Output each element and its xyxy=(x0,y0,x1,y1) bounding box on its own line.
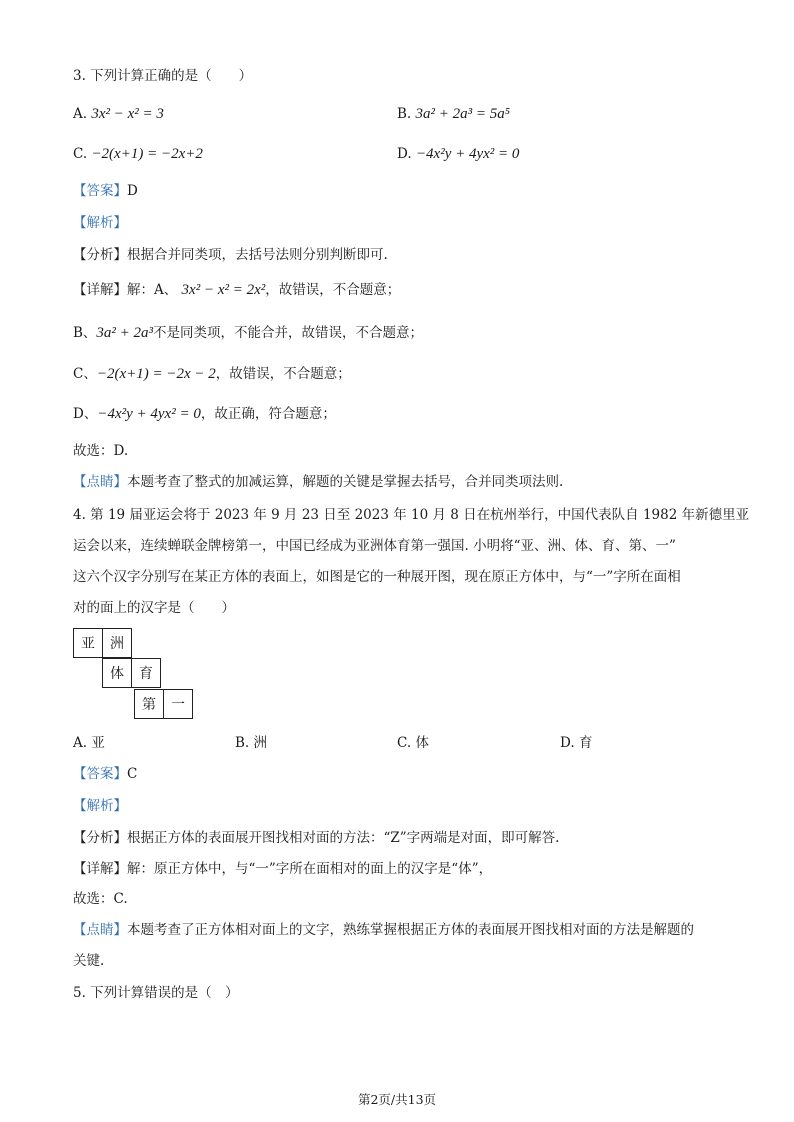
dianjing-tag: 【点睛】 xyxy=(73,922,127,938)
q4-option-d xyxy=(560,733,592,753)
q4-option-b xyxy=(235,733,267,753)
b-prefix: B、 xyxy=(73,325,97,341)
dianjing-tag: 【点睛】 xyxy=(73,474,127,490)
b-suffix: 不是同类项，不能合并，故错误，不合题意； xyxy=(153,325,424,341)
dianjing-text-1: 本题考查了正方体相对面上的文字，熟练掌握根据正方体的表面展开图找相对面的方法是解题的 xyxy=(127,922,694,938)
d-prefix: D、 xyxy=(73,406,98,422)
net-cell-ti: 体 xyxy=(102,658,132,688)
q3-xiangjie-a xyxy=(73,280,400,300)
xiangjie-text: 解：原正方体中，与“一”字所在面相对的面上的汉字是“体”， xyxy=(127,861,493,877)
q3-xiangjie-c xyxy=(73,364,351,384)
q4-guxuan: 故选：C. xyxy=(73,891,128,907)
q4-stem-line-4: 对的面上的汉字是（ ） xyxy=(73,600,235,616)
option-label: C. xyxy=(73,146,88,162)
xiangjie-tag: 【详解】 xyxy=(73,861,127,877)
net-cell-ya: 亚 xyxy=(73,628,103,658)
q3-xiangjie-d xyxy=(73,404,336,424)
c-prefix: C、 xyxy=(73,366,97,382)
q3-dianjing xyxy=(73,472,563,492)
q4-dianjing xyxy=(73,920,694,940)
answer-tag: 【答案】 xyxy=(73,183,127,199)
net-cell-di: 第 xyxy=(134,689,164,719)
fenxi-tag: 【分析】 xyxy=(73,247,127,263)
option-expr: −4x²y + 4yx² = 0 xyxy=(415,146,520,162)
option-label: A. xyxy=(73,106,88,122)
b-expr: 3a² + 2a³ xyxy=(96,325,154,341)
option-label: B. xyxy=(397,106,412,122)
xiangjie-a-expr: 3x² − x² = 2x² xyxy=(181,282,266,298)
fenxi-text: 根据合并同类项，去括号法则分别判断即可. xyxy=(127,247,388,263)
q4-option-c xyxy=(397,733,429,753)
cube-net-figure xyxy=(73,628,203,723)
page-number: 第2页/共13页 xyxy=(357,1092,437,1107)
q4-answer xyxy=(73,764,137,784)
option-text: 亚 xyxy=(91,735,105,751)
option-label: A. xyxy=(73,735,88,751)
answer-value: C xyxy=(127,766,138,782)
d-expr: −4x²y + 4yx² = 0 xyxy=(97,406,201,422)
analysis-tag: 【解析】 xyxy=(73,798,127,814)
option-label: D. xyxy=(397,146,412,162)
option-label: D. xyxy=(560,735,575,751)
dianjing-text: 本题考查了整式的加减运算，解题的关键是掌握去括号，合并同类项法则. xyxy=(127,474,564,490)
answer-value: D xyxy=(127,183,138,199)
analysis-tag: 【解析】 xyxy=(73,215,127,231)
d-suffix: ，故正确，符合题意； xyxy=(200,406,336,422)
option-text: 体 xyxy=(415,735,429,751)
option-text: 育 xyxy=(578,735,593,751)
q3-answer xyxy=(73,181,138,201)
q4-stem-line-2: 运会以来，连续蝉联金牌榜第一，中国已经成为亚洲体育第一强国. 小明将“亚、洲、体、育、第、一” xyxy=(73,538,676,554)
net-cell-yi: 一 xyxy=(163,689,193,719)
q4-stem-line-1: 4. 第 19 届亚运会将于 2023 年 9 月 23 日至 2023 年 10 月 8 日在杭州举行，中国代表队自 1982 年新德里亚 xyxy=(73,507,750,523)
q4-dianjing-cont: 关键. xyxy=(73,953,105,969)
fenxi-tag: 【分析】 xyxy=(73,830,127,846)
xiangjie-a-prefix: 解：A、 xyxy=(127,282,178,298)
q4-fenxi xyxy=(73,828,559,848)
xiangjie-tag: 【详解】 xyxy=(73,282,127,298)
c-expr: −2(x+1) = −2x − 2 xyxy=(96,366,216,382)
q3-option-a xyxy=(73,104,164,124)
q3-guxuan: 故选：D. xyxy=(73,443,129,459)
q3-xiangjie-b xyxy=(73,323,423,343)
q3-option-c xyxy=(73,144,203,164)
q4-option-a xyxy=(73,733,105,753)
q4-analysis-heading xyxy=(73,796,127,816)
net-cell-yu: 育 xyxy=(131,658,161,688)
c-suffix: ，故错误，不合题意； xyxy=(215,366,351,382)
q3-option-b xyxy=(397,104,510,124)
option-expr: 3a² + 2a³ = 5a⁵ xyxy=(415,106,510,122)
q4-xiangjie xyxy=(73,859,492,879)
answer-tag: 【答案】 xyxy=(73,766,127,782)
option-expr: 3x² − x² = 3 xyxy=(91,106,164,122)
q3-option-d xyxy=(397,144,519,164)
net-cell-zhou: 洲 xyxy=(102,628,132,658)
option-text: 洲 xyxy=(253,735,268,751)
fenxi-text: 根据正方体的表面展开图找相对面的方法：“Z”字两端是对面，即可解答. xyxy=(127,830,560,846)
xiangjie-a-suffix: ，故错误，不合题意； xyxy=(265,282,401,298)
q3-analysis-heading xyxy=(73,213,127,233)
q5-stem: 5. 下列计算错误的是（ ） xyxy=(73,985,239,1001)
q3-stem: 3. 下列计算正确的是（ ） xyxy=(73,68,253,84)
option-label: C. xyxy=(397,735,412,751)
q3-fenxi xyxy=(73,245,388,265)
option-label: B. xyxy=(235,735,250,751)
q4-stem-line-3: 这六个汉字分别写在某正方体的表面上，如图是它的一种展开图，现在原正方体中，与“一”字所在面相 xyxy=(73,569,681,585)
option-expr: −2(x+1) = −2x+2 xyxy=(91,146,203,162)
